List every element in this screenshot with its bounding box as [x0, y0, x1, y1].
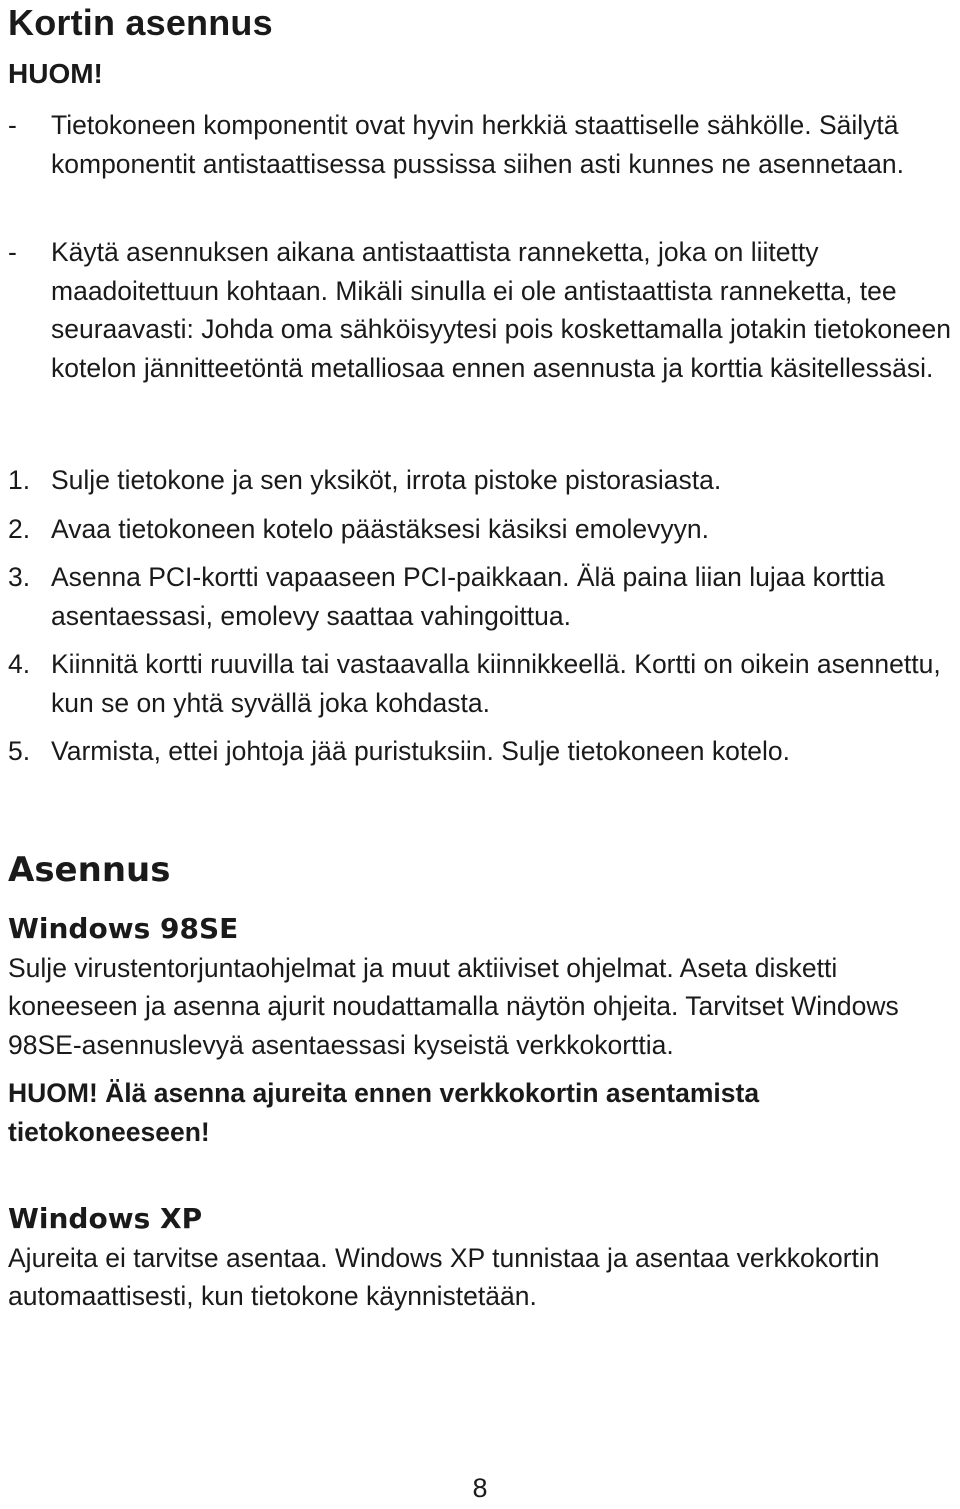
step-text: Varmista, ettei johtoja jää puristuksiin. Sulje tietokoneen kotelo.	[51, 736, 790, 766]
subheading-windows-xp: Windows XP	[8, 1202, 203, 1235]
step-item	[8, 732, 958, 771]
warning-item	[8, 106, 958, 183]
warning-item	[8, 233, 958, 387]
step-number: 5.	[8, 736, 31, 766]
subheading-windows-98se: Windows 98SE	[8, 912, 239, 945]
step-number: 2.	[8, 513, 31, 544]
step-item	[8, 461, 958, 500]
windows-98se-note: HUOM! Älä asenna ajureita ennen verkkokortin asentamista tietokoneeseen!	[8, 1078, 760, 1147]
warning-text: Tietokoneen komponentit ovat hyvin herkkiä staattiselle sähkölle. Säilytä komponentit antistaattisessa pussissa siihen asti kunnes ne asennetaan.	[51, 110, 904, 179]
installation-steps	[8, 461, 958, 781]
warning-text: Käytä asennuksen aikana antistaattista ranneketta, joka on liitetty maadoitettuun kohtaan. Mikäli sinulla ei ole antistaattista ranneketta, tee seuraavasti: Johda oma sähköisyytesi pois koskettamalla jotakin tietokoneen kotelon jännitteetöntä metalliosaa ennen asennusta ja korttia käsitellessäsi.	[51, 237, 952, 383]
step-text: Sulje tietokone ja sen yksiköt, irrota pistoke pistorasiasta.	[51, 465, 722, 495]
warning-label: HUOM!	[8, 58, 103, 89]
section-windows-98se	[8, 910, 958, 1151]
step-item	[8, 645, 958, 722]
page-title: Kortin asennus	[8, 2, 273, 43]
step-number: 3.	[8, 562, 31, 592]
dash-marker: -	[8, 110, 17, 140]
step-text: Kiinnitä kortti ruuvilla tai vastaavalla kiinnikkeellä. Kortti on oikein asennettu, kun se on yhtä syvällä joka kohdasta.	[51, 649, 941, 718]
step-item	[8, 558, 958, 635]
step-text: Asenna PCI-kortti vapaaseen PCI-paikkaan. Älä paina liian lujaa korttia asentaessasi, emolevy saattaa vahingoittua.	[51, 562, 885, 631]
step-item	[8, 510, 958, 549]
dash-marker: -	[8, 237, 17, 267]
step-number: 4.	[8, 649, 31, 679]
windows-xp-instructions: Ajureita ei tarvitse asentaa. Windows XP tunnistaa ja asentaa verkkokortin automaattisesti, kun tietokone käynnistetään.	[8, 1242, 880, 1311]
windows-98se-instructions: Sulje virustentorjuntaohjelmat ja muut aktiiviset ohjelmat. Aseta disketti koneeseen ja asenna ajurit noudattamalla näytön ohjeita. Tarvitset Windows 98SE-asennuslevyä asentaessasi kyseistä verkkokorttia.	[8, 952, 899, 1060]
step-number: 1.	[8, 465, 31, 495]
step-text: Avaa tietokoneen kotelo päästäksesi käsiksi emolevyyn.	[51, 513, 709, 544]
section-windows-xp	[8, 1200, 958, 1316]
section-heading-install: Asennus	[8, 850, 171, 890]
page-number: 8	[472, 1473, 488, 1503]
